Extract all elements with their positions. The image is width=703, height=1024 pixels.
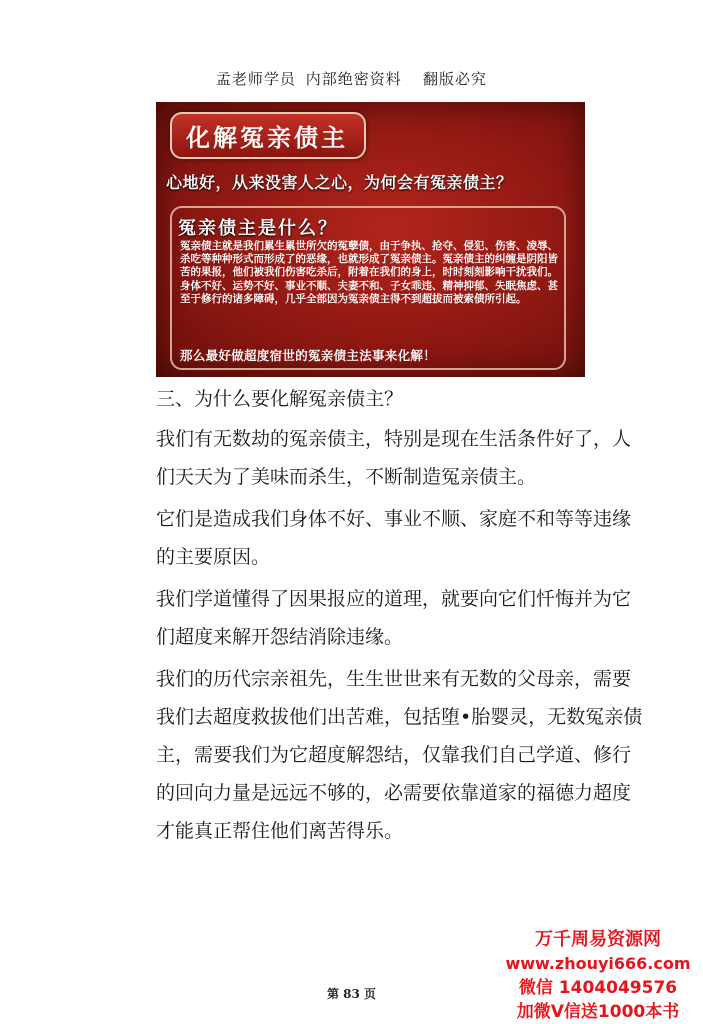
paragraph: 我们学道懂得了因果报应的道理，就要向它们忏悔并为它们超度来解开怨结消除违缘。 xyxy=(156,588,632,648)
page-header xyxy=(0,68,703,89)
ad-line-site-name: 万千周易资源网 xyxy=(535,929,661,950)
header-left: 孟老师学员 xyxy=(215,70,296,88)
paragraph: 我们有无数劫的冤亲债主，特别是现在生活条件好了，人们天天为了美味而杀生，不断制造冤亲债主。 xyxy=(156,428,632,488)
header-middle: 内部绝密资料 xyxy=(305,70,402,88)
header-right: 翻版必究 xyxy=(423,70,488,88)
embedded-image-panel xyxy=(156,102,585,377)
document-body xyxy=(156,380,646,854)
panel-box-text: 冤亲债主就是我们累生累世所欠的冤孽债，由于争执、抢夺、侵犯、伤害、凌辱、杀吃等种种形式而形成了的恶缘，也就形成了冤亲债主。冤亲债主的纠缠是阴阳皆苦的果报，他们被我们伤害吃杀后，附着在我们的身上，时时刻刻影响干扰我们。身体不好、运势不好、事业不顺、夫妻不和、子女乖违、精神抑郁、失眠焦虑、甚至于修行的诸多障碍，几乎全部因为冤亲债主得不到超拔而被索债所引起。 xyxy=(180,240,558,305)
paragraph: 我们的历代宗亲祖先，生生世世来有无数的父母亲，需要我们去超度救拔他们出苦难，包括堕•胎婴灵，无数冤亲债主，需要我们为它超度解怨结，仅靠我们自己学道、修行的回向力量是远远不够的，必需要依靠道家的福德力超度才能真正帮住他们离苦得乐。 xyxy=(156,668,643,842)
panel-box xyxy=(170,206,566,370)
ad-line-url[interactable]: www.zhouyi666.com xyxy=(505,954,691,973)
panel-question: 心地好，从来没害人之心，为何会有冤亲债主？ xyxy=(166,173,513,192)
section-heading: 三、为什么要化解冤亲债主？ xyxy=(156,388,404,410)
ad-watermark xyxy=(500,928,696,1024)
panel-box-heading: 冤亲债主是什么？ xyxy=(178,218,338,239)
page-number: 第 83 页 xyxy=(326,987,377,1001)
paragraph: 它们是造成我们身体不好、事业不顺、家庭不和等等违缘的主要原因。 xyxy=(156,508,632,568)
ad-line-wechat: 微信 1404049576 xyxy=(518,978,678,998)
ad-line-offer: 加微V信送1000本书 xyxy=(516,1002,680,1022)
panel-box-conclusion: 那么最好做超度宿世的冤亲债主法事来化解！ xyxy=(180,348,437,363)
panel-title: 化解冤亲债主 xyxy=(170,112,366,159)
